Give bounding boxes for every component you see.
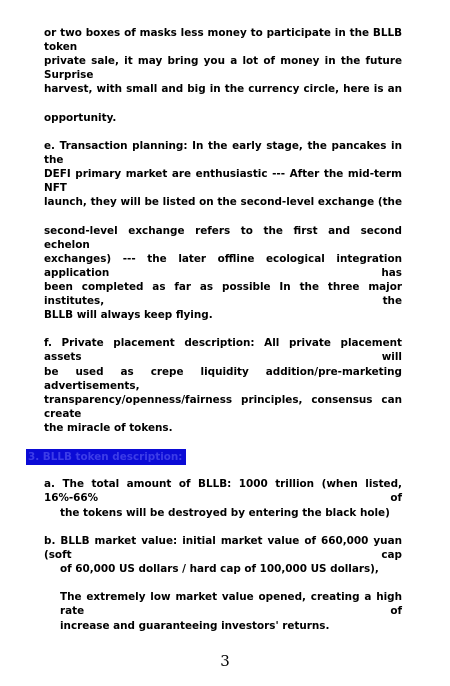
section-heading: 3. BLLB token description: [26,449,186,465]
paragraph-line: harvest, with small and big in the currency circle, here is an [44,83,402,95]
paragraph-line: be used as crepe liquidity addition/pre-marketing advertisements, [44,366,402,392]
list-item-a: a. The total amount of BLLB: 1000 trillion (when listed, 16%-66% of [44,478,402,504]
paragraph-line: opportunity. [44,112,117,124]
paragraph-line: DEFI primary market are enthusiastic --- After the mid-term NFT [44,168,402,194]
list-item-b: b. BLLB market value: initial market value of 660,000 yuan (soft cap [44,535,402,561]
list-item-e: e. Transaction planning: In the early stage, the pancakes in the [44,140,402,166]
list-item-f: f. Private placement description: All private placement assets will [44,337,402,363]
paragraph-line: second-level exchange refers to the first and second echelon [44,225,402,251]
list-item-b-continued: increase and guaranteeing investors' returns. [60,620,330,632]
paragraph-line: been completed as far as possible In the three major institutes, the [44,281,402,307]
paragraph-line: or two boxes of masks less money to participate in the BLLB token [44,27,402,53]
paragraph-line: exchanges) --- the later offline ecological integration application has [44,253,402,279]
list-item-b-continued: of 60,000 US dollars / hard cap of 100,000 US dollars), [60,563,379,575]
list-item-a-continued: the tokens will be destroyed by entering the black hole) [60,507,390,519]
paragraph-line: private sale, it may bring you a lot of money in the future Surprise [44,55,402,81]
list-item-b-continued: The extremely low market value opened, creating a high rate of [60,591,402,617]
paragraph-line: the miracle of tokens. [44,422,173,434]
paragraph-line: BLLB will always keep flying. [44,309,213,321]
paragraph-line: transparency/openness/fairness principles, consensus can create [44,394,402,420]
page-number: 3 [220,652,230,670]
paragraph-line: launch, they will be listed on the second-level exchange (the [44,196,402,208]
